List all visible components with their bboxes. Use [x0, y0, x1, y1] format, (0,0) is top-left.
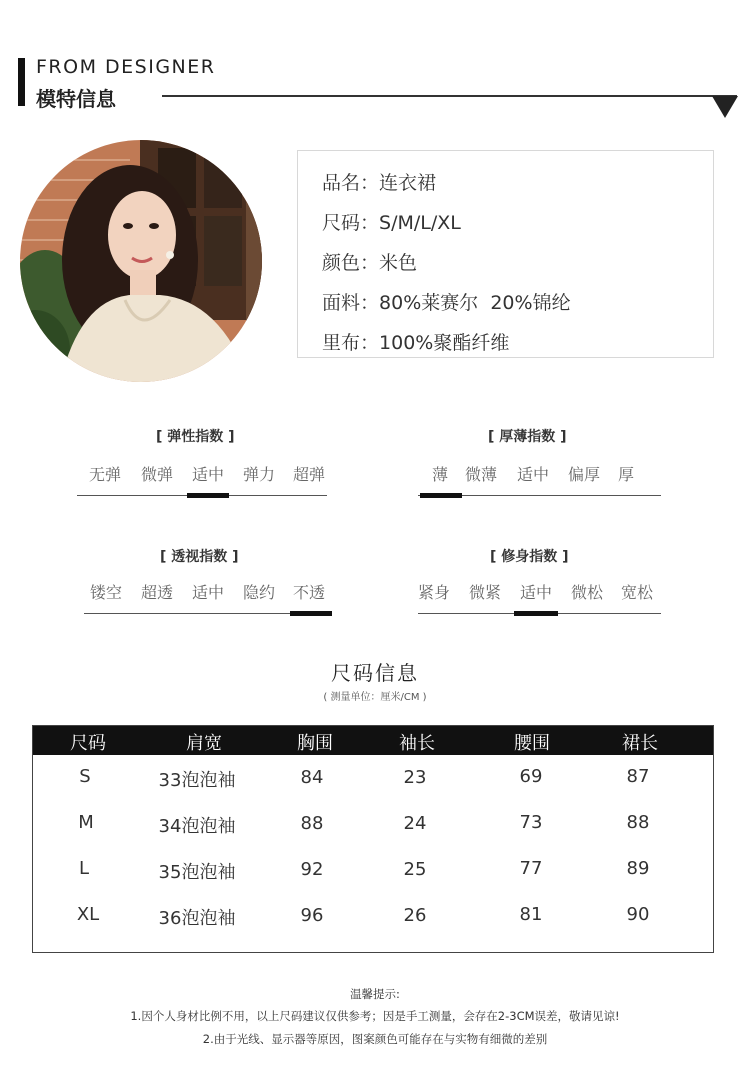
- fit-option: 紧身: [417, 583, 451, 602]
- column-header: 尺码: [70, 733, 106, 754]
- table-cell: 33泡泡袖: [158, 770, 236, 791]
- elasticity-option: 无弹: [88, 465, 122, 484]
- elasticity-option: 弹力: [242, 465, 276, 484]
- table-cell: 23: [403, 767, 427, 788]
- elasticity-option: 超弹: [292, 465, 326, 484]
- size-info-subtitle: ( 测量单位：厘米/CM ): [323, 692, 427, 703]
- elasticity-option: 微弹: [140, 465, 174, 484]
- transparency-index-title: [ 透视指数 ]: [160, 549, 239, 565]
- header-accent-bar: [18, 58, 25, 106]
- elasticity-selected-marker: [187, 493, 229, 498]
- table-cell: 24: [403, 813, 427, 834]
- table-cell: 87: [626, 766, 650, 787]
- notes-title: 温馨提示:: [350, 987, 400, 1001]
- notes-line: 2.由于光线、显示器等原因，图案颜色可能存在与实物有细微的差别: [202, 1032, 548, 1046]
- product-info-box: [297, 150, 714, 358]
- table-cell: 25: [403, 859, 427, 880]
- thickness-option: 偏厚: [567, 465, 601, 484]
- fit-option: 微紧: [468, 583, 502, 602]
- table-cell: 81: [519, 904, 543, 925]
- table-cell: M: [78, 812, 94, 833]
- table-cell: 69: [519, 766, 543, 787]
- table-cell: 77: [519, 858, 543, 879]
- table-cell: L: [78, 858, 90, 879]
- fit-selected-marker: [514, 611, 558, 616]
- thickness-option: 微薄: [464, 465, 498, 484]
- thickness-selected-marker: [420, 493, 462, 498]
- size-info-title: 尺码信息: [331, 661, 419, 685]
- elasticity-index-title: [ 弹性指数 ]: [156, 429, 235, 445]
- header-divider: [162, 95, 737, 97]
- thickness-option: 厚: [617, 465, 635, 484]
- elasticity-option: 适中: [191, 465, 225, 484]
- notes-line: 1.因个人身材比例不用，以上尺码建议仅供参考；因是手工测量，会存在2-3CM误差，敬请见谅!: [130, 1009, 620, 1023]
- table-cell: 90: [626, 904, 650, 925]
- table-cell: 88: [626, 812, 650, 833]
- table-cell: 84: [300, 767, 324, 788]
- column-header: 袖长: [399, 733, 435, 754]
- info-row-size: 尺码：S/M/L/XL: [322, 212, 461, 234]
- table-cell: 89: [626, 858, 650, 879]
- transparency-option: 超透: [140, 583, 174, 602]
- thickness-index-title: [ 厚薄指数 ]: [488, 429, 567, 445]
- header-title-cn: 模特信息: [36, 87, 116, 111]
- size-table-header: [33, 726, 713, 755]
- column-header: 肩宽: [186, 733, 222, 754]
- fit-option: 微松: [570, 583, 604, 602]
- transparency-option: 适中: [191, 583, 225, 602]
- info-row-color: 颜色：米色: [322, 252, 418, 274]
- fit-option: 适中: [519, 583, 553, 602]
- header-title-en: FROM DESIGNER: [36, 56, 216, 78]
- table-cell: 26: [403, 905, 427, 926]
- table-cell: XL: [76, 904, 100, 925]
- column-header: 胸围: [297, 733, 333, 754]
- transparency-selected-marker: [290, 611, 332, 616]
- table-cell: 35泡泡袖: [158, 862, 236, 883]
- table-cell: 36泡泡袖: [158, 908, 236, 929]
- thickness-option: 薄: [431, 465, 449, 484]
- model-photo: [20, 140, 262, 382]
- transparency-option: 隐约: [242, 583, 276, 602]
- size-table: [32, 725, 714, 953]
- table-cell: S: [79, 766, 91, 787]
- column-header: 腰围: [514, 733, 550, 754]
- thickness-option: 适中: [516, 465, 550, 484]
- transparency-option: 镂空: [89, 583, 123, 602]
- info-row-lining: 里布：100%聚酯纤维: [322, 332, 510, 354]
- table-cell: 34泡泡袖: [158, 816, 236, 837]
- table-cell: 96: [300, 905, 324, 926]
- info-row-fabric: 面料：80%莱赛尔 20%锦纶: [322, 292, 571, 314]
- table-cell: 88: [300, 813, 324, 834]
- column-header: 裙长: [622, 733, 658, 754]
- table-cell: 73: [519, 812, 543, 833]
- info-row-name: 品名：连衣裙: [322, 172, 437, 194]
- header-triangle-icon: [712, 96, 738, 118]
- table-cell: 92: [300, 859, 324, 880]
- transparency-option: 不透: [292, 583, 326, 602]
- fit-index-title: [ 修身指数 ]: [490, 549, 569, 565]
- fit-option: 宽松: [620, 583, 654, 602]
